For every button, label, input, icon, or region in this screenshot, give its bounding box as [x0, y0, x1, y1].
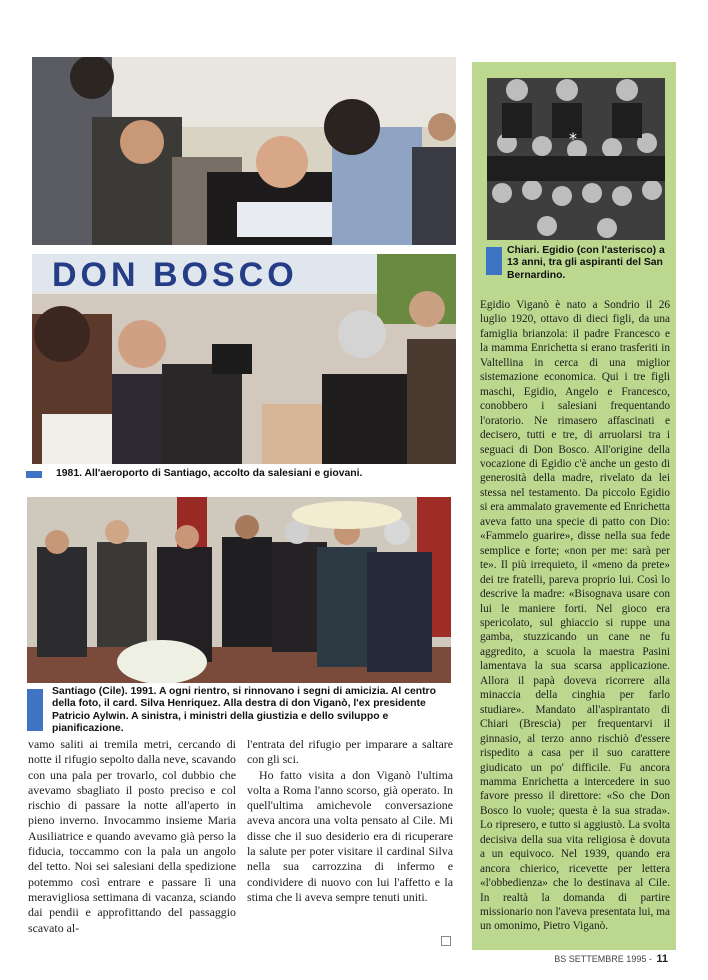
sidebar-photo-aspirants [487, 78, 665, 240]
caption-reception: Santiago (Cile). 1991. A ogni rientro, si rinnovano i segni di amicizia. Al centro della foto, il card. Silva Henriquez. Alla destra di don Viganò, l'ex presidente Patricio Aylwin. A sinistra, i ministri della giustizia e dello sviluppo e pianificazione. [52, 686, 436, 735]
article-paragraph: l'entrata del rifugio per imparare a saltare con gli sci. [247, 737, 453, 767]
caption-airport: 1981. All'aeroporto di Santiago, accolto da salesiani e giovani. [56, 468, 363, 479]
sidebar-photo-caption: Chiari. Egidio (con l'asterisco) a 13 anni, tra gli aspiranti del San Bernardino. [507, 245, 665, 281]
page-number: 11 [656, 953, 668, 965]
footer-magazine: BS SETTEMBRE 1995 - [554, 954, 652, 964]
photo-airport-santiago [32, 254, 456, 464]
svg-text:*: * [569, 129, 577, 148]
caption-marker [27, 689, 43, 731]
photo-crowd-greeting [32, 57, 456, 245]
photo-santiago-reception [27, 497, 451, 683]
article-paragraph: Ho fatto visita a don Viganò l'ultima volta a Roma l'anno scorso, già operato. In quell'ultima amichevole conversazione aveva ancora una volta pensato al Cile. Mi disse che il suo desiderio era di ricuperare la salute per poter visitare il cardinal Silva nella sua carrozzina di infermo e condividere di nuovo con lui l'affetto e la stima che li aveva sempre tenuti uniti. [247, 767, 453, 904]
article-paragraph: vamo saliti ai tremila metri, cercando di notte il rifugio sepolto dalla neve, scavando con una pala per trovarlo, col dubbio che avevamo sbagliato il posto preciso e col rischio di passare la notte all'aperto in pieno inverno. Invocammo insieme Maria Ausiliatrice e quando avevamo già perso la fiducia, toccammo con la pala un angolo del tetto. Noi sei salesiani della spedizione potemmo così entrare e passare lì una meravigliosa settimana di vacanza, sciando dai pendii e approfittando del passaggio scavato al- [28, 737, 236, 935]
end-of-article-mark [441, 936, 451, 946]
don-bosco-banner: DON BOSCO [52, 256, 298, 294]
article-column-1 [28, 737, 236, 936]
page-footer [554, 953, 668, 965]
caption-marker [26, 471, 42, 478]
sidebar-biography: Egidio Viganò è nato a Sondrio il 26 luglio 1920, ottavo di dieci figli, da una famiglia brianzola: il padre Francesco e la mamma Enrichetta si erano trasferiti in Valtellina in cerca di una miglior sistemazione economica. Qui i tre figli maschi, Egidio, Angelo e Francesco, conobbero i salesiani frequentando l'oratorio. Ne rimasero affascinati e decisero, tutti e tre, di arruolarsi tra i seguaci di Don Bosco. All'origine della vocazione di Egidio c'è anche un gesto di generosità della madre, rivelato da lei stessa nel testamento. Da piccolo Egidio si era ammalato gravemente ed Enrichetta aveva fatto una specie di patto con Dio: «Fammelo guarire», disse nella sua fede semplice e forte; «non per me: sarà per te». Il più irrequieto, il «meno da prete» dei tre fratelli, pareva proprio lui. Così lo descrive la madre: «Bisognava usare con lui le maniere forti. Nel gioco era spericolato, sul ghiaccio si ruppe una gamba, stuzzicando un cane ne fu aggredito, a scuola la maestra Pasini lamentava la sua scarsa applicazione. Allora il papà doveva ricorrere alla minaccia della cinghia per farlo studiare». Mandato all'aspirantato di Chiari (Brescia) per frequentarvi il ginnasio, al terzo anno rischiò d'essere rispedito a casa per il suo carattere giudicato un po' difficile. Fu ancora mamma Enrichetta a intercedere in suo favore presso il direttore: «So che Don Bosco lo vuole; questa è la sua strada». Lo ripresero, e tutto si aggiustò. La svolta decisiva della sua vita religiosa è dovuta a un equivoco. Nel 1939, quando era ancora chierico, ricevette per lettera «l'obbedienza» che lo destinava al Cile. In realtà la domanda di partire missionario non l'aveva presentata lui, ma un omonimo, Pietro Viganò. [480, 299, 670, 933]
caption-marker [486, 247, 502, 275]
article-column-2 [247, 737, 453, 905]
